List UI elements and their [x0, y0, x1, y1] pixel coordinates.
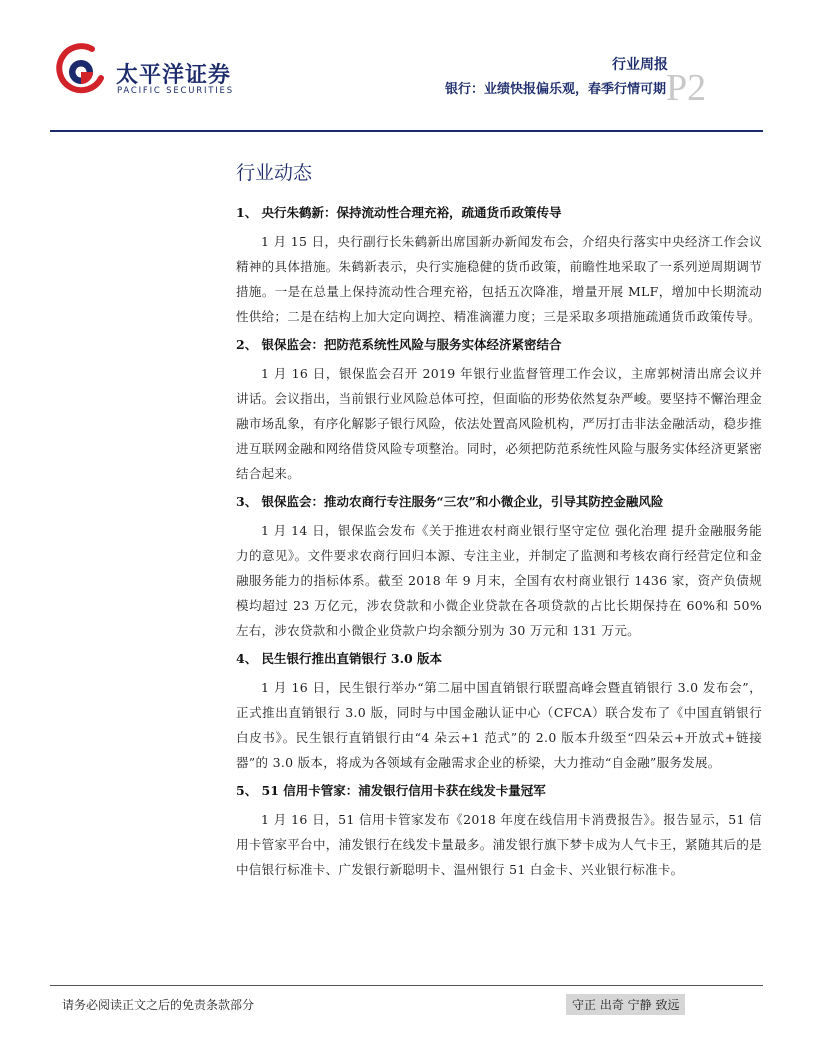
news-item-title: 1、 央行朱鹤新：保持流动性合理充裕，疏通货币政策传导 [236, 205, 562, 220]
pacific-securities-logo-icon [52, 42, 108, 98]
page-header [0, 0, 816, 135]
footer-divider [50, 985, 763, 986]
news-item [236, 335, 762, 486]
footer-motto: 守正 出奇 宁静 致远 [566, 994, 685, 1015]
report-title: 银行：业绩快报偏乐观，春季行情可期 [444, 82, 666, 97]
news-item-body: 1 月 14 日，银保监会发布《关于推进农村商业银行坚守定位 强化治理 提升金融服务能力的意见》。文件要求农商行回归本源、专注主业，并制定了监测和考核农商行经营定位和金融服务能力的指标体系。截至 2018 年 9 月末，全国有农村商业银行 1436 家，资产负债规模均超过 23 万亿元，涉农贷款和小微企业贷款在各项贷款的占比长期保持在 60%和 50%左右，涉农贷款和小微企业贷款户均余额分别为 30 万元和 131 万元。 [236, 523, 762, 638]
news-item-body: 1 月 16 日，51 信用卡管家发布《2018 年度在线信用卡消费报告》。报告显示，51 信用卡管家平台中，浦发银行在线发卡量最多。浦发银行旗下梦卡成为人气卡王，紧随其后的是中信银行标准卡、广发银行新聪明卡、温州银行 51 白金卡、兴业银行标准卡。 [236, 812, 762, 877]
section-title: 行业动态 [236, 162, 313, 184]
news-item [236, 781, 762, 882]
footer-disclaimer: 请务必阅读正文之后的免责条款部分 [62, 998, 255, 1012]
main-content [236, 158, 762, 888]
brand-name-en: PACIFIC SECURITIES [117, 86, 234, 96]
brand-name-cn: 太平洋证券 [116, 63, 232, 88]
header-divider [50, 130, 763, 132]
news-item-title: 4、 民生银行推出直销银行 3.0 版本 [236, 651, 443, 666]
news-item-body: 1 月 15 日，央行副行长朱鹤新出席国新办新闻发布会，介绍央行落实中央经济工作会议精神的具体措施。朱鹤新表示，央行实施稳健的货币政策，前瞻性地采取了一系列逆周期调节措施。一是在总量上保持流动性合理充裕，包括五次降准，增量开展 MLF，增加中长期流动性供给；二是在结构上加大定向调控、精准滴灌力度；三是采取多项措施疏通货币政策传导。 [236, 234, 762, 324]
news-item-title: 5、 51 信用卡管家：浦发银行信用卡获在线发卡量冠军 [236, 783, 546, 798]
page-number: P2 [666, 67, 707, 109]
news-item-body: 1 月 16 日，银保监会召开 2019 年银行业监督管理工作会议，主席郭树清出席会议并讲话。会议指出，当前银行业风险总体可控，但面临的形势依然复杂严峻。要坚持不懈治理金融市场乱象，有序化解影子银行风险，依法处置高风险机构，严厉打击非法金融活动，稳步推进互联网金融和网络借贷风险专项整治。同时，必须把防范系统性风险与服务实体经济更紧密结合起来。 [236, 366, 762, 481]
news-item-title: 3、 银保监会：推动农商行专注服务“三农”和小微企业，引导其防控金融风险 [236, 494, 664, 509]
news-item [236, 203, 762, 329]
report-type: 行业周报 [612, 57, 668, 73]
news-item [236, 649, 762, 775]
news-item [236, 492, 762, 643]
news-item-title: 2、 银保监会：把防范系统性风险与服务实体经济紧密结合 [236, 337, 562, 352]
news-item-body: 1 月 16 日，民生银行举办“第二届中国直销银行联盟高峰会暨直销银行 3.0 发布会”，正式推出直销银行 3.0 版，同时与中国金融认证中心（CFCA）联合发布了《中国直销银行白皮书》。民生银行直销银行由“4 朵云+1 范式”的 2.0 版本升级至“四朵云+开放式+链接器”的 3.0 版本，将成为各领域有金融需求企业的桥梁，大力推动“自金融”服务发展。 [236, 680, 762, 770]
